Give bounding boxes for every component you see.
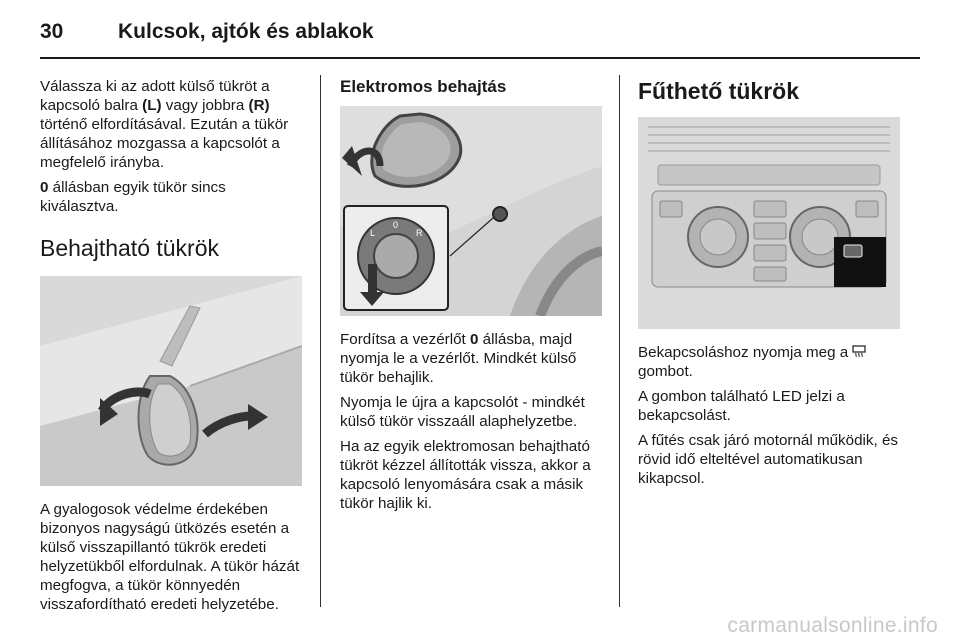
header-rule bbox=[40, 57, 920, 59]
heated-mirror-control-panel-illustration bbox=[638, 117, 900, 329]
column-divider-1 bbox=[320, 75, 321, 607]
column-1 bbox=[40, 77, 308, 620]
chapter-title: Kulcsok, ajtók és ablakok bbox=[118, 20, 374, 43]
switch-label-right: R bbox=[416, 228, 423, 238]
paragraph-pedestrian-protection: A gyalogosok védelme érdekében bizonyos nagyságú ütközés esetén a külső visszapillantó tükrök eredeti helyzetükből elfordulnak. A tükör házát megfogva, a tükör könnyedén visszafordítható eredeti helyzetébe. bbox=[40, 501, 300, 613]
switch-label-left: L bbox=[370, 228, 376, 238]
paragraph-manual-reset: Ha az egyik elektromosan behajtható tükröt kézzel állították vissza, akkor a kapcsoló lenyomására csak a másik tükör hajlik ki. bbox=[340, 438, 591, 512]
switch-label-zero: 0 bbox=[393, 220, 399, 230]
heading-folding-mirrors: Behajtható tükrök bbox=[40, 235, 220, 261]
column-2 bbox=[340, 77, 608, 519]
paragraph-zero-position: 0 állásban egyik tükör sincs kiválasztva. bbox=[40, 179, 226, 215]
page-header bbox=[40, 14, 920, 54]
heading-heated-mirrors: Fűthető tükrök bbox=[638, 78, 799, 104]
folding-mirror-illustration bbox=[40, 276, 302, 486]
paragraph-turn-to-zero: Fordítsa a vezérlőt 0 állásba, majd nyomja le a vezérlőt. Mindkét külső tükör behajlik. bbox=[340, 331, 577, 386]
paragraph-press-button: Bekapcsoláshoz nyomja meg a gombot. bbox=[638, 343, 906, 381]
electric-folding-switch-illustration bbox=[340, 106, 602, 316]
paragraph-auto-off: A fűtés csak járó motornál működik, és rövid idő elteltével automatikusan kikapcsol. bbox=[638, 432, 898, 487]
heading-electric-folding: Elektromos behajtás bbox=[340, 77, 507, 96]
page-number: 30 bbox=[40, 20, 64, 43]
column-3 bbox=[638, 77, 906, 494]
paragraph-led-indicator: A gombon található LED jelzi a bekapcsolást. bbox=[638, 388, 845, 424]
paragraph-select-mirror: Válassza ki az adott külső tükröt a kapcsoló balra (L) vagy jobbra (R) történő elfordításával. Ezután a tükör állításához mozgassa a kapcsolót a megfelelő irányba. bbox=[40, 78, 289, 171]
paragraph-press-again: Nyomja le újra a kapcsolót - mindkét külső tükör visszaáll alaphelyzetbe. bbox=[340, 394, 585, 430]
watermark: carmanualsonline.info bbox=[727, 614, 938, 637]
column-divider-2 bbox=[619, 75, 620, 607]
heated-mirror-icon bbox=[852, 345, 866, 358]
